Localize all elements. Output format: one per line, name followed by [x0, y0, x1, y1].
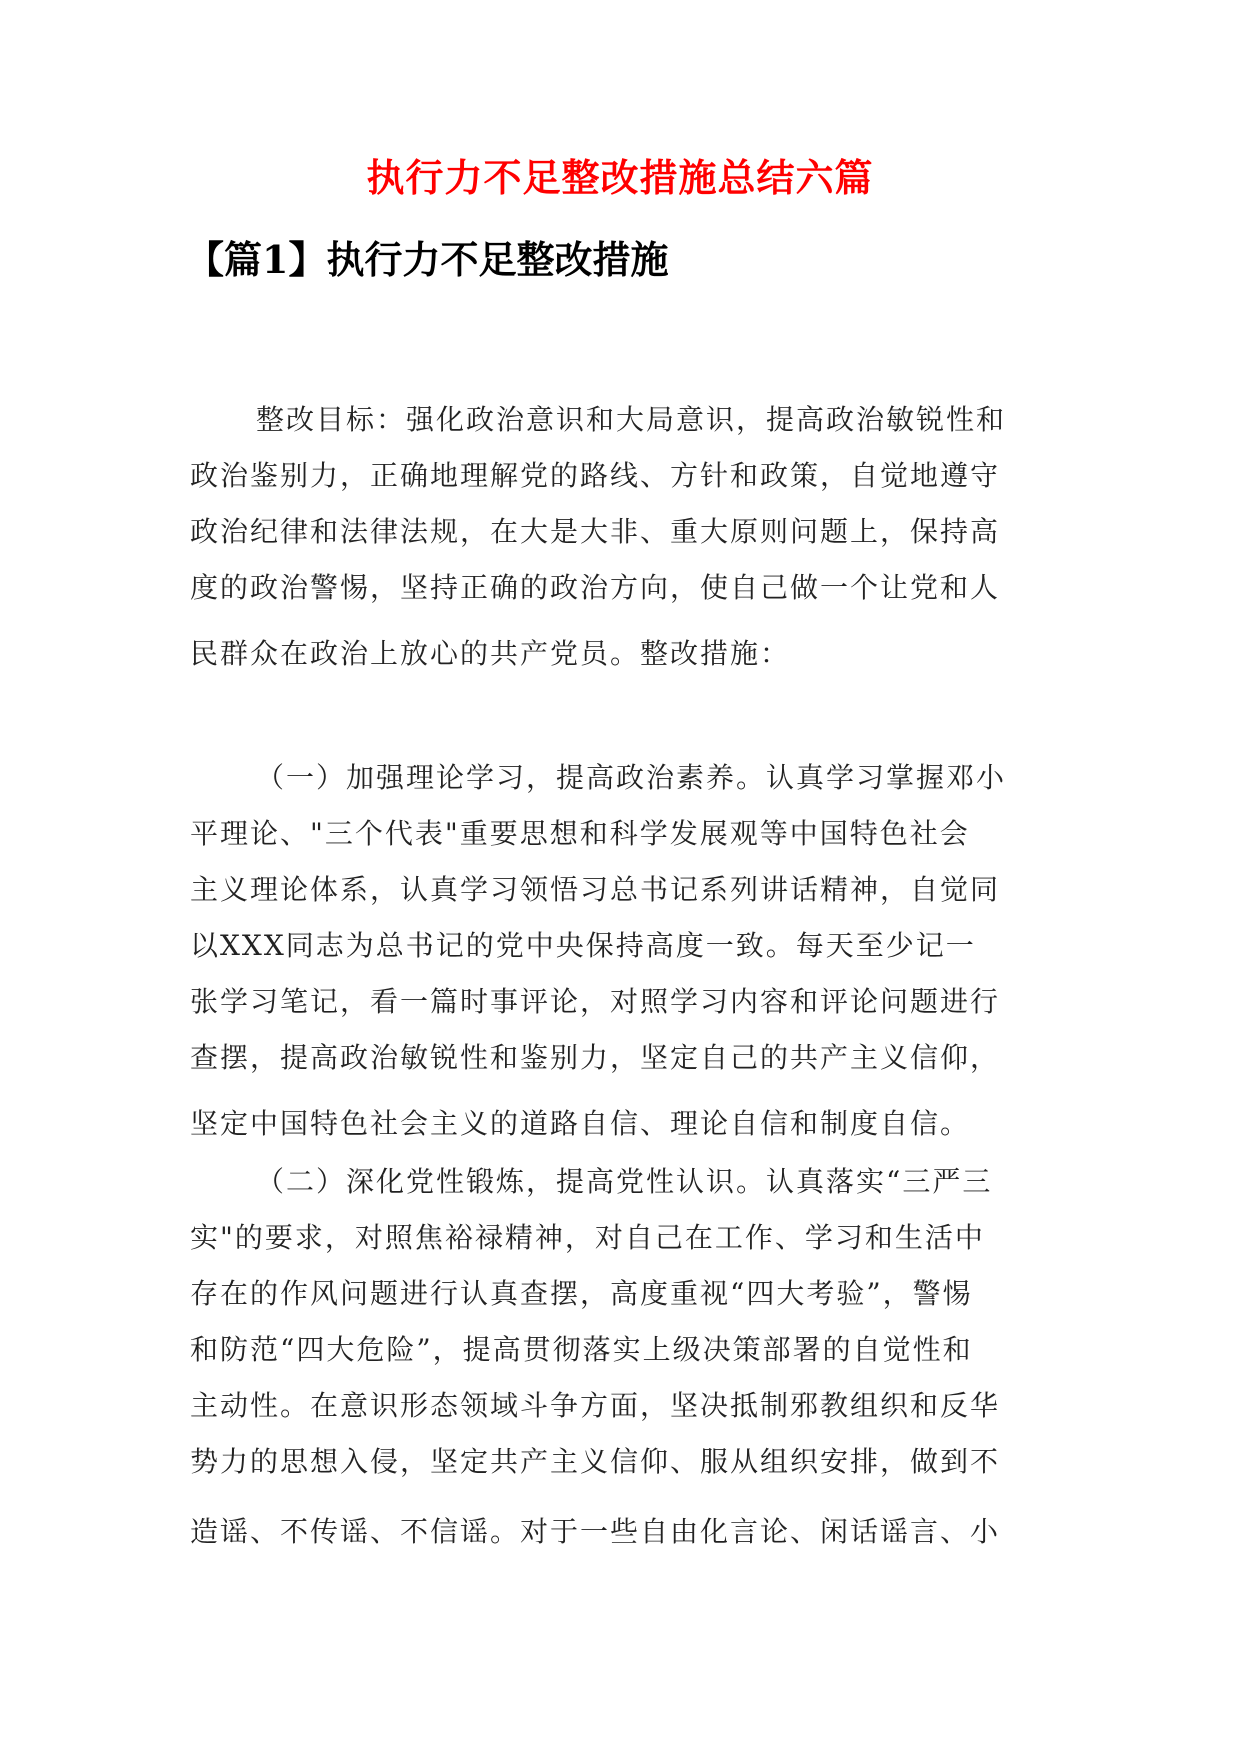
- paragraph-line: 坚定中国特色社会主义的道路自信、理论自信和制度自信。: [190, 1107, 971, 1140]
- paragraph-goal: [190, 392, 1050, 682]
- paragraph-line: 度的政治警惕，坚持正确的政治方向，使自己做一个让党和人: [190, 571, 1001, 604]
- paragraph-measure-1: [190, 750, 1050, 1152]
- paragraph-line: （一）加强理论学习，提高政治素养。认真学习掌握邓小: [256, 761, 1007, 794]
- paragraph-line: 主义理论体系，认真学习领悟习总书记系列讲话精神，自觉同: [190, 873, 1001, 906]
- paragraph-line: 民群众在政治上放心的共产党员。整改措施：: [190, 637, 791, 670]
- paragraph-line: （二）深化党性锻炼，提高党性认识。认真落实“三严三: [256, 1165, 993, 1198]
- paragraph-measure-2: [190, 1154, 1050, 1560]
- paragraph-line: 以XXX同志为总书记的党中央保持高度一致。每天至少记一: [190, 929, 976, 962]
- paragraph-line: 主动性。在意识形态领域斗争方面，坚决抵制邪教组织和反华: [190, 1389, 1001, 1422]
- paragraph-line: 整改目标：强化政治意识和大局意识，提高政治敏锐性和: [256, 403, 1007, 436]
- paragraph-line: 存在的作风问题进行认真查摆，高度重视“四大考验”，警惕: [190, 1277, 973, 1310]
- paragraph-line: 实"的要求，对照焦裕禄精神，对自己在工作、学习和生活中: [190, 1221, 985, 1254]
- paragraph-line: 查摆，提高政治敏锐性和鉴别力，坚定自己的共产主义信仰，: [190, 1041, 1001, 1074]
- paragraph-line: 造谣、不传谣、不信谣。对于一些自由化言论、闲话谣言、小: [190, 1515, 1001, 1548]
- section-heading: 【篇1】执行力不足整改措施: [186, 237, 669, 282]
- paragraph-line: 势力的思想入侵，坚定共产主义信仰、服从组织安排，做到不: [190, 1445, 1001, 1478]
- paragraph-line: 政治鉴别力，正确地理解党的路线、方针和政策，自觉地遵守: [190, 459, 1001, 492]
- paragraph-line: 平理论、"三个代表"重要思想和科学发展观等中国特色社会: [190, 817, 970, 850]
- paragraph-line: 和防范“四大危险”，提高贯彻落实上级决策部署的自觉性和: [190, 1333, 973, 1366]
- paragraph-line: 政治纪律和法律法规，在大是大非、重大原则问题上，保持高: [190, 515, 1001, 548]
- paragraph-line: 张学习笔记，看一篇时事评论，对照学习内容和评论问题进行: [190, 985, 1001, 1018]
- document-title: 执行力不足整改措施总结六篇: [366, 155, 874, 200]
